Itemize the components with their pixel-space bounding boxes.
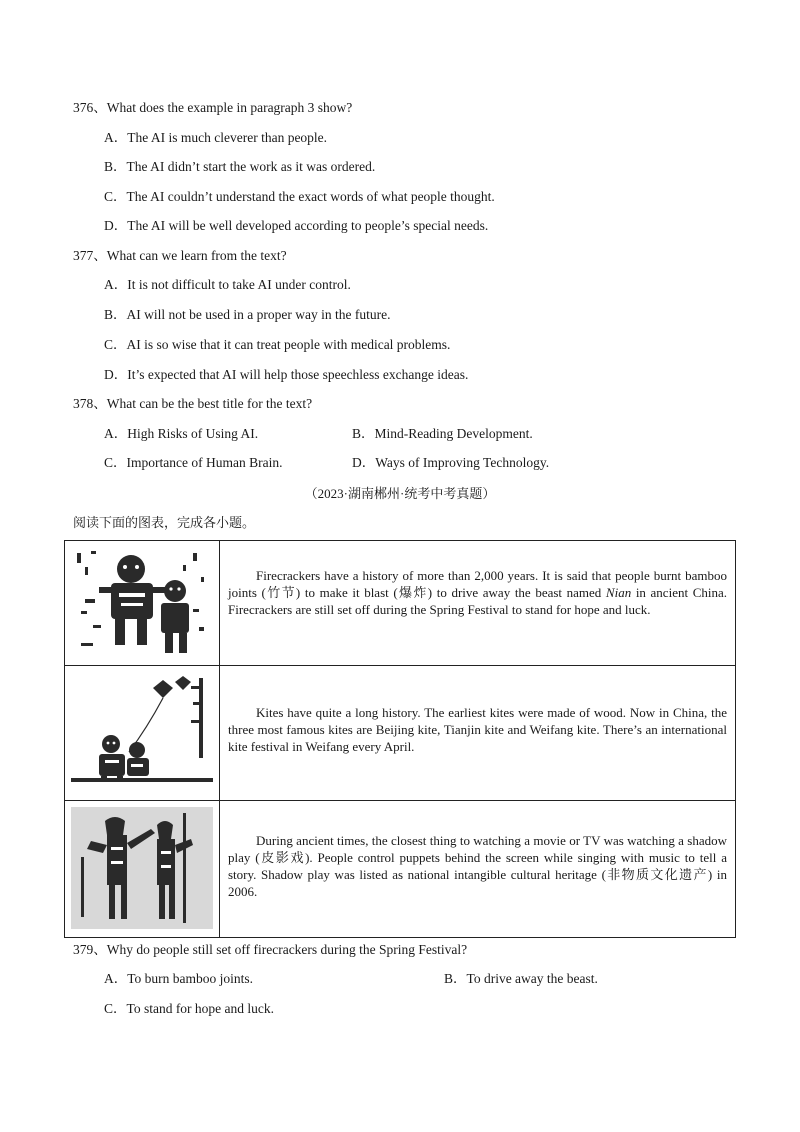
option-378-c[interactable] [104,454,282,472]
option-separator: ． [113,159,127,174]
separator: 、 [93,248,107,263]
option-separator: ． [361,426,375,441]
option-separator: ． [113,367,128,382]
option-text: It’s expected that AI will help those speechless exchange ideas. [127,367,469,382]
question-number: 378 [73,396,94,411]
question-text: What can be the best title for the text? [106,396,313,411]
option-letter: A [104,130,114,145]
question-376 [73,99,352,117]
image-cell [65,801,220,937]
option-376-a[interactable] [104,129,327,147]
option-letter: C [104,1001,114,1016]
option-text: Mind-Reading Development. [374,426,533,441]
kite-paragraph: Kites have quite a long history. The earliest kites were made of wood. Now in China, the three most famous kites are Beijing kite, Tianjin kite and Weifang kite. There’s an international kite festival in Weifang every April. [228,705,727,754]
kite-paper-cut-icon [71,672,213,794]
option-text: The AI is much cleverer than people. [127,130,328,145]
table-row [65,666,735,801]
option-text: Importance of Human Brain. [126,455,283,470]
firecracker-paragraph: Firecrackers have a history of more than 2,000 years. It is said that people burnt bamboo joints (竹节) to make it blast (爆炸) to drive away the beast named Nian in ancient China. Firecrackers are still set off during the Spring Festival to stand for hope and luck. [228,568,727,617]
option-text: To burn bamboo joints. [127,971,254,986]
option-separator: ． [361,455,376,470]
option-separator: ． [113,455,127,470]
option-letter: A [104,426,114,441]
option-378-d[interactable] [352,454,549,472]
shadow-play-paragraph: During ancient times, the closest thing to watching a movie or TV was watching a shadow play (皮影戏). People control puppets behind the screen while singing with music to tell a story. Shadow play was listed as national intangible cultural heritage (非物质文化遗产) in 2006. [228,833,727,899]
question-number: 377 [73,248,94,263]
firecracker-paper-cut-icon [71,547,213,659]
separator: 、 [93,942,107,957]
option-separator: ． [113,307,127,322]
separator: 、 [93,100,107,115]
separator: 、 [93,396,107,411]
option-letter: C [104,455,114,470]
option-376-b[interactable] [104,158,375,176]
option-379-c[interactable] [104,1000,274,1018]
question-text: What does the example in paragraph 3 show? [106,100,353,115]
option-377-b[interactable] [104,306,390,324]
reading-table [64,540,736,938]
option-separator: ． [113,277,128,292]
option-separator: ． [113,1001,127,1016]
option-text: High Risks of Using AI. [127,426,259,441]
option-letter: C [104,189,114,204]
exam-source: （2023·湖南郴州·统考中考真题） [304,486,496,501]
question-text: Why do people still set off firecrackers during the Spring Festival? [106,942,468,957]
question-377 [73,247,287,265]
question-379 [73,941,467,959]
option-letter: B [352,426,362,441]
question-number: 379 [73,942,94,957]
option-letter: B [444,971,454,986]
option-377-a[interactable] [104,276,351,294]
table-row [65,541,735,666]
option-separator: ． [453,971,467,986]
beast-name: Nian [605,585,632,600]
option-378-b[interactable] [352,425,533,443]
question-378 [73,395,312,413]
option-text: The AI couldn’t understand the exact words of what people thought. [126,189,495,204]
option-379-b[interactable] [444,970,598,988]
option-376-c[interactable] [104,188,495,206]
question-number: 376 [73,100,94,115]
option-letter: D [104,367,114,382]
option-letter: D [352,455,362,470]
option-letter: D [104,218,114,233]
option-separator: ． [113,189,127,204]
question-text: What can we learn from the text? [106,248,287,263]
option-letter: B [104,159,114,174]
reading-instruction: 阅读下面的图表，完成各小题。 [73,515,256,530]
option-letter: A [104,971,114,986]
option-377-d[interactable] [104,366,468,384]
option-379-a[interactable] [104,970,253,988]
option-378-a[interactable] [104,425,258,443]
option-376-d[interactable] [104,217,488,235]
option-separator: ． [113,971,128,986]
option-text: It is not difficult to take AI under control. [127,277,351,292]
option-text: The AI will be well developed according to people’s special needs. [127,218,489,233]
option-separator: ． [113,130,128,145]
option-text: To stand for hope and luck. [126,1001,275,1016]
option-text: Ways of Improving Technology. [375,455,550,470]
option-letter: A [104,277,114,292]
option-separator: ． [113,337,127,352]
image-cell [65,666,220,800]
option-separator: ． [113,426,128,441]
option-text: The AI didn’t start the work as it was ordered. [126,159,376,174]
shadow-play-paper-cut-icon [71,807,213,929]
option-text: To drive away the beast. [466,971,598,986]
option-377-c[interactable] [104,336,450,354]
image-cell [65,541,220,665]
option-letter: B [104,307,114,322]
option-text: AI is so wise that it can treat people with medical problems. [126,337,451,352]
option-text: AI will not be used in a proper way in the future. [126,307,391,322]
table-row [65,801,735,937]
option-separator: ． [113,218,128,233]
option-letter: C [104,337,114,352]
